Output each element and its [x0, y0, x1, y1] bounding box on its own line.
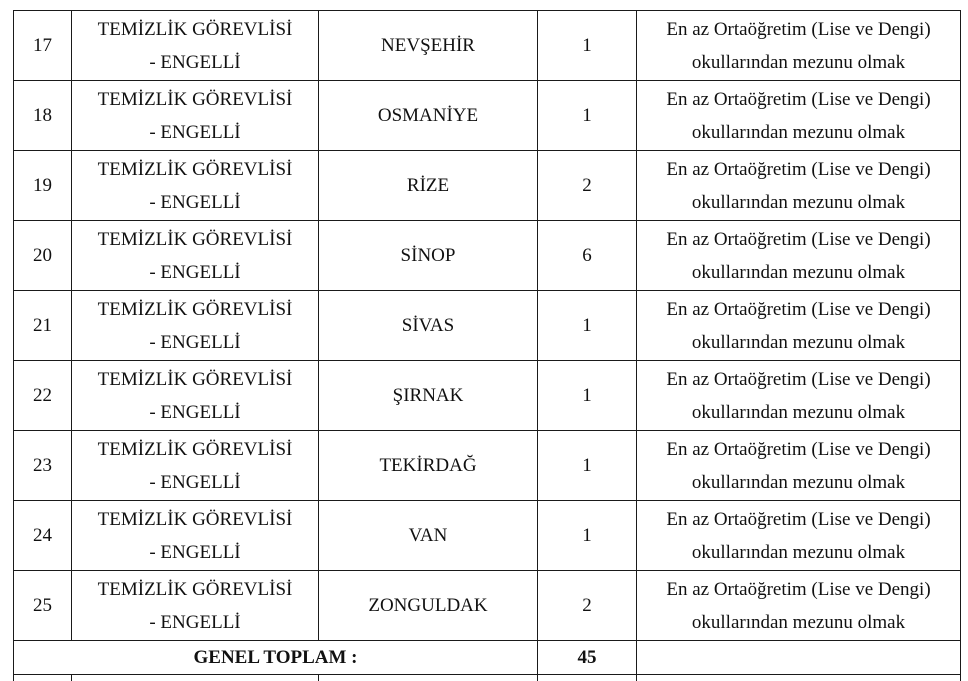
- position-title: TEMİZLİK GÖREVLİSİ: [97, 88, 293, 110]
- requirement-cell: [637, 11, 961, 81]
- position-subtitle: - ENGELLİ: [149, 51, 241, 73]
- position-cell: [72, 501, 319, 571]
- count-cell: 2: [538, 151, 637, 221]
- table-row: [14, 221, 961, 291]
- requirement-cell: [637, 361, 961, 431]
- table-row: [14, 81, 961, 151]
- row-number: 18: [14, 81, 72, 151]
- grand-total-label: GENEL TOPLAM :: [14, 641, 538, 675]
- position-subtitle: - ENGELLİ: [149, 401, 241, 423]
- count-cell: 1: [538, 501, 637, 571]
- requirement-line-2: okullarından mezunu olmak: [691, 51, 906, 73]
- position-cell: [72, 151, 319, 221]
- position-subtitle: - ENGELLİ: [149, 541, 241, 563]
- province-cell: RİZE: [319, 151, 538, 221]
- province-cell: VAN: [319, 501, 538, 571]
- province-cell: ZONGULDAK: [319, 571, 538, 641]
- count-cell: 1: [538, 81, 637, 151]
- requirement-line-1: En az Ortaöğretim (Lise ve Dengi): [666, 158, 931, 180]
- position-title: TEMİZLİK GÖREVLİSİ: [97, 508, 293, 530]
- position-subtitle: - ENGELLİ: [149, 261, 241, 283]
- position-subtitle: - ENGELLİ: [149, 331, 241, 353]
- position-subtitle: - ENGELLİ: [149, 611, 241, 633]
- count-cell: 6: [538, 221, 637, 291]
- requirement-line-2: okullarından mezunu olmak: [691, 261, 906, 283]
- count-cell: 1: [538, 361, 637, 431]
- requirement-line-2: okullarından mezunu olmak: [691, 611, 906, 633]
- requirement-cell: [637, 81, 961, 151]
- requirement-line-1: En az Ortaöğretim (Lise ve Dengi): [666, 508, 931, 530]
- row-number: 17: [14, 11, 72, 81]
- row-number: 24: [14, 501, 72, 571]
- requirement-line-2: okullarından mezunu olmak: [691, 191, 906, 213]
- requirement-line-2: okullarından mezunu olmak: [691, 541, 906, 563]
- row-number: 20: [14, 221, 72, 291]
- requirement-cell: [637, 571, 961, 641]
- position-cell: [72, 291, 319, 361]
- requirement-line-2: okullarından mezunu olmak: [691, 331, 906, 353]
- grand-total-empty-cell: [637, 641, 961, 675]
- position-cell: [72, 571, 319, 641]
- row-number: 19: [14, 151, 72, 221]
- row-number: 23: [14, 431, 72, 501]
- position-title: TEMİZLİK GÖREVLİSİ: [97, 158, 293, 180]
- count-cell: 1: [538, 11, 637, 81]
- row-number: 25: [14, 571, 72, 641]
- position-title: TEMİZLİK GÖREVLİSİ: [97, 228, 293, 250]
- table-body: [14, 11, 961, 681]
- count-cell: 1: [538, 431, 637, 501]
- position-subtitle: - ENGELLİ: [149, 191, 241, 213]
- position-title: TEMİZLİK GÖREVLİSİ: [97, 578, 293, 600]
- province-cell: NEVŞEHİR: [319, 11, 538, 81]
- table-row: [14, 501, 961, 571]
- grand-total-row: [14, 641, 961, 675]
- position-cell: [72, 431, 319, 501]
- province-cell: SİNOP: [319, 221, 538, 291]
- requirement-cell: [637, 221, 961, 291]
- requirement-line-2: okullarından mezunu olmak: [691, 401, 906, 423]
- province-cell: ŞIRNAK: [319, 361, 538, 431]
- requirement-line-1: En az Ortaöğretim (Lise ve Dengi): [666, 228, 931, 250]
- table-row: [14, 431, 961, 501]
- table-row: [14, 11, 961, 81]
- staff-quota-table: [13, 10, 961, 681]
- requirement-cell: [637, 291, 961, 361]
- position-title: TEMİZLİK GÖREVLİSİ: [97, 298, 293, 320]
- requirement-cell: [637, 431, 961, 501]
- position-cell: [72, 221, 319, 291]
- table-row: [14, 571, 961, 641]
- requirement-line-2: okullarından mezunu olmak: [691, 471, 906, 493]
- position-subtitle: - ENGELLİ: [149, 121, 241, 143]
- position-title: TEMİZLİK GÖREVLİSİ: [97, 368, 293, 390]
- province-cell: OSMANİYE: [319, 81, 538, 151]
- grand-total-value: 45: [538, 641, 637, 675]
- row-number: 22: [14, 361, 72, 431]
- position-cell: [72, 81, 319, 151]
- requirement-line-2: okullarından mezunu olmak: [691, 121, 906, 143]
- position-title: TEMİZLİK GÖREVLİSİ: [97, 18, 293, 40]
- province-cell: TEKİRDAĞ: [319, 431, 538, 501]
- table-row: [14, 151, 961, 221]
- requirement-line-1: En az Ortaöğretim (Lise ve Dengi): [666, 88, 931, 110]
- requirement-line-1: En az Ortaöğretim (Lise ve Dengi): [666, 298, 931, 320]
- requirement-line-1: En az Ortaöğretim (Lise ve Dengi): [666, 578, 931, 600]
- row-number: 21: [14, 291, 72, 361]
- requirement-line-1: En az Ortaöğretim (Lise ve Dengi): [666, 438, 931, 460]
- province-cell: SİVAS: [319, 291, 538, 361]
- requirement-cell: [637, 151, 961, 221]
- position-subtitle: - ENGELLİ: [149, 471, 241, 493]
- requirement-line-1: En az Ortaöğretim (Lise ve Dengi): [666, 18, 931, 40]
- position-cell: [72, 11, 319, 81]
- count-cell: 1: [538, 291, 637, 361]
- position-title: TEMİZLİK GÖREVLİSİ: [97, 438, 293, 460]
- requirement-cell: [637, 501, 961, 571]
- requirement-line-1: En az Ortaöğretim (Lise ve Dengi): [666, 368, 931, 390]
- position-cell: [72, 361, 319, 431]
- count-cell: 2: [538, 571, 637, 641]
- table-row: [14, 361, 961, 431]
- table-row: [14, 291, 961, 361]
